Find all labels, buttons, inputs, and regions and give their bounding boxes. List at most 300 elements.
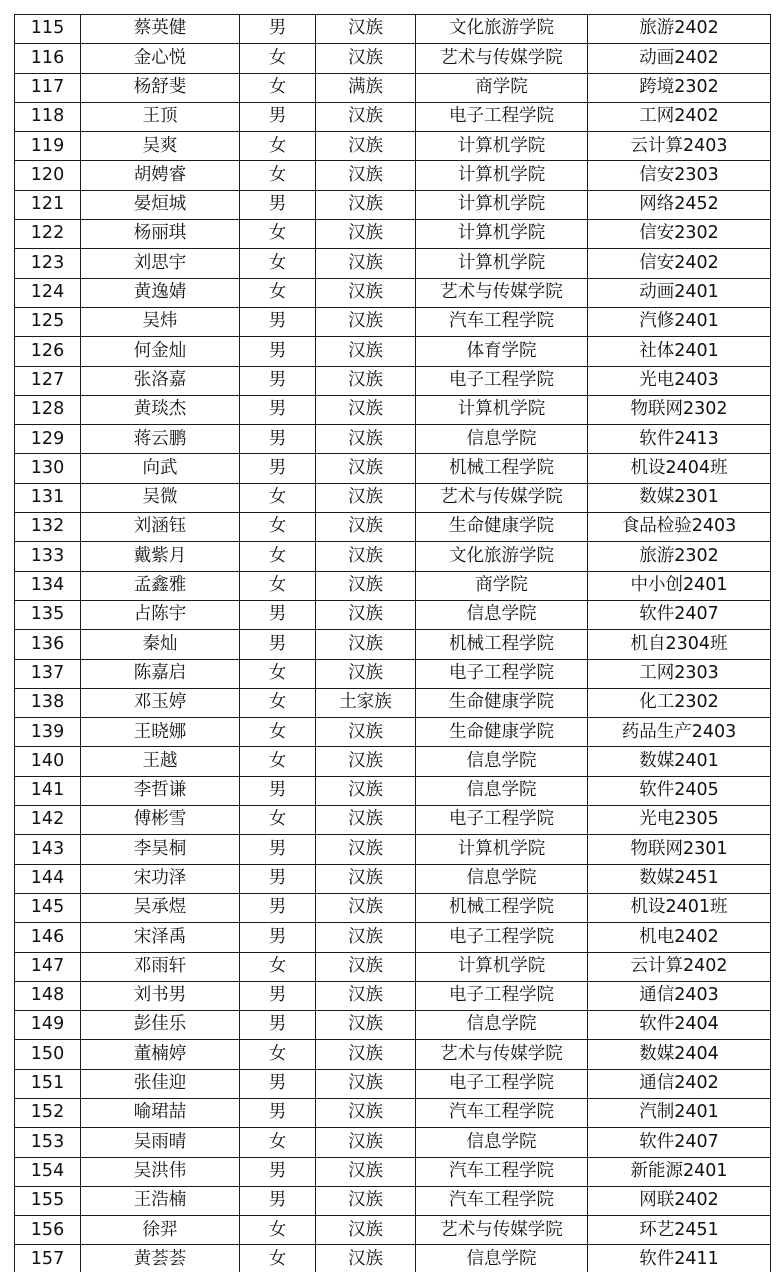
- student-name-cell: 王顶: [81, 102, 240, 131]
- student-name-cell: 黄逸婧: [81, 278, 240, 307]
- gender-cell: 女: [240, 161, 316, 190]
- table-row: [15, 776, 771, 805]
- table-row: [15, 102, 771, 131]
- student-name-cell: 邓雨轩: [81, 952, 240, 981]
- gender-cell: 男: [240, 1011, 316, 1040]
- row-number-cell: 133: [15, 542, 81, 571]
- class-cell: 物联网2301: [588, 835, 771, 864]
- row-number-cell: 129: [15, 425, 81, 454]
- student-name-cell: 李哲谦: [81, 776, 240, 805]
- student-name-cell: 宋泽禹: [81, 923, 240, 952]
- student-name-cell: 刘书男: [81, 981, 240, 1010]
- row-number-cell: 118: [15, 102, 81, 131]
- ethnicity-cell: 汉族: [316, 307, 416, 336]
- class-cell: 动画2401: [588, 278, 771, 307]
- ethnicity-cell: 汉族: [316, 1157, 416, 1186]
- class-cell: 软件2404: [588, 1011, 771, 1040]
- college-cell: 计算机学院: [416, 190, 588, 219]
- ethnicity-cell: 汉族: [316, 776, 416, 805]
- table-row: [15, 893, 771, 922]
- table-row: [15, 718, 771, 747]
- table-row: [15, 923, 771, 952]
- ethnicity-cell: 汉族: [316, 366, 416, 395]
- college-cell: 电子工程学院: [416, 923, 588, 952]
- row-number-cell: 155: [15, 1186, 81, 1215]
- ethnicity-cell: 汉族: [316, 893, 416, 922]
- table-row: [15, 1157, 771, 1186]
- table-row: [15, 952, 771, 981]
- table-row: [15, 835, 771, 864]
- table-row: [15, 864, 771, 893]
- table-row: [15, 161, 771, 190]
- row-number-cell: 134: [15, 571, 81, 600]
- table-row: [15, 425, 771, 454]
- college-cell: 计算机学院: [416, 161, 588, 190]
- class-cell: 云计算2403: [588, 132, 771, 161]
- student-name-cell: 孟鑫雅: [81, 571, 240, 600]
- college-cell: 机械工程学院: [416, 630, 588, 659]
- gender-cell: 女: [240, 542, 316, 571]
- class-cell: 光电2305: [588, 806, 771, 835]
- student-name-cell: 刘思宇: [81, 249, 240, 278]
- row-number-cell: 150: [15, 1040, 81, 1069]
- gender-cell: 女: [240, 659, 316, 688]
- gender-cell: 男: [240, 425, 316, 454]
- ethnicity-cell: 汉族: [316, 1098, 416, 1127]
- gender-cell: 男: [240, 1098, 316, 1127]
- college-cell: 信息学院: [416, 776, 588, 805]
- class-cell: 机设2401班: [588, 893, 771, 922]
- college-cell: 艺术与传媒学院: [416, 483, 588, 512]
- row-number-cell: 138: [15, 688, 81, 717]
- row-number-cell: 149: [15, 1011, 81, 1040]
- ethnicity-cell: 汉族: [316, 571, 416, 600]
- table-row: [15, 190, 771, 219]
- table-row: [15, 981, 771, 1010]
- college-cell: 电子工程学院: [416, 102, 588, 131]
- table-row: [15, 1069, 771, 1098]
- row-number-cell: 121: [15, 190, 81, 219]
- gender-cell: 男: [240, 923, 316, 952]
- student-name-cell: 吴雨晴: [81, 1128, 240, 1157]
- table-row: [15, 1128, 771, 1157]
- student-name-cell: 吴洪伟: [81, 1157, 240, 1186]
- table-row: [15, 337, 771, 366]
- ethnicity-cell: 汉族: [316, 718, 416, 747]
- gender-cell: 男: [240, 835, 316, 864]
- class-cell: 旅游2402: [588, 15, 771, 44]
- row-number-cell: 130: [15, 454, 81, 483]
- gender-cell: 男: [240, 864, 316, 893]
- gender-cell: 女: [240, 1128, 316, 1157]
- gender-cell: 女: [240, 571, 316, 600]
- college-cell: 计算机学院: [416, 132, 588, 161]
- ethnicity-cell: 汉族: [316, 483, 416, 512]
- class-cell: 中小创2401: [588, 571, 771, 600]
- table-row: [15, 513, 771, 542]
- ethnicity-cell: 汉族: [316, 1186, 416, 1215]
- college-cell: 艺术与传媒学院: [416, 1216, 588, 1245]
- class-cell: 环艺2451: [588, 1216, 771, 1245]
- table-row: [15, 747, 771, 776]
- student-name-cell: 刘涵钰: [81, 513, 240, 542]
- college-cell: 汽车工程学院: [416, 307, 588, 336]
- college-cell: 艺术与传媒学院: [416, 278, 588, 307]
- row-number-cell: 152: [15, 1098, 81, 1127]
- row-number-cell: 145: [15, 893, 81, 922]
- ethnicity-cell: 汉族: [316, 132, 416, 161]
- row-number-cell: 148: [15, 981, 81, 1010]
- ethnicity-cell: 汉族: [316, 220, 416, 249]
- ethnicity-cell: 汉族: [316, 864, 416, 893]
- row-number-cell: 126: [15, 337, 81, 366]
- college-cell: 电子工程学院: [416, 981, 588, 1010]
- row-number-cell: 151: [15, 1069, 81, 1098]
- class-cell: 信安2402: [588, 249, 771, 278]
- college-cell: 信息学院: [416, 425, 588, 454]
- student-name-cell: 彭佳乐: [81, 1011, 240, 1040]
- row-number-cell: 146: [15, 923, 81, 952]
- college-cell: 文化旅游学院: [416, 542, 588, 571]
- class-cell: 机电2402: [588, 923, 771, 952]
- ethnicity-cell: 汉族: [316, 278, 416, 307]
- ethnicity-cell: 汉族: [316, 44, 416, 73]
- class-cell: 机设2404班: [588, 454, 771, 483]
- student-name-cell: 黄琰杰: [81, 395, 240, 424]
- student-roster-table: [14, 14, 771, 1275]
- student-name-cell: 李昊桐: [81, 835, 240, 864]
- gender-cell: 女: [240, 249, 316, 278]
- gender-cell: 女: [240, 483, 316, 512]
- college-cell: 生命健康学院: [416, 688, 588, 717]
- class-cell: 数媒2404: [588, 1040, 771, 1069]
- table-row: [15, 542, 771, 571]
- ethnicity-cell: 汉族: [316, 190, 416, 219]
- college-cell: 商学院: [416, 571, 588, 600]
- class-cell: 数媒2451: [588, 864, 771, 893]
- college-cell: 信息学院: [416, 600, 588, 629]
- table-row: [15, 630, 771, 659]
- roster-table-body: [15, 15, 771, 1275]
- table-row: [15, 1216, 771, 1245]
- student-name-cell: 蔡英健: [81, 15, 240, 44]
- ethnicity-cell: 汉族: [316, 835, 416, 864]
- student-name-cell: 王浩楠: [81, 1186, 240, 1215]
- table-row: [15, 454, 771, 483]
- class-cell: 光电2403: [588, 366, 771, 395]
- gender-cell: 男: [240, 337, 316, 366]
- class-cell: 通信2402: [588, 1069, 771, 1098]
- page-bottom-margin: [0, 1272, 780, 1286]
- ethnicity-cell: 汉族: [316, 600, 416, 629]
- gender-cell: 女: [240, 1040, 316, 1069]
- table-row: [15, 366, 771, 395]
- gender-cell: 男: [240, 307, 316, 336]
- class-cell: 社体2401: [588, 337, 771, 366]
- student-name-cell: 张佳迎: [81, 1069, 240, 1098]
- student-name-cell: 吴爽: [81, 132, 240, 161]
- gender-cell: 女: [240, 688, 316, 717]
- ethnicity-cell: 汉族: [316, 337, 416, 366]
- table-row: [15, 688, 771, 717]
- gender-cell: 女: [240, 132, 316, 161]
- table-row: [15, 806, 771, 835]
- college-cell: 汽车工程学院: [416, 1186, 588, 1215]
- table-row: [15, 1040, 771, 1069]
- gender-cell: 女: [240, 806, 316, 835]
- gender-cell: 男: [240, 366, 316, 395]
- college-cell: 商学院: [416, 73, 588, 102]
- class-cell: 软件2407: [588, 600, 771, 629]
- row-number-cell: 115: [15, 15, 81, 44]
- row-number-cell: 139: [15, 718, 81, 747]
- college-cell: 信息学院: [416, 1128, 588, 1157]
- table-row: [15, 571, 771, 600]
- student-name-cell: 胡娉睿: [81, 161, 240, 190]
- class-cell: 化工2302: [588, 688, 771, 717]
- student-name-cell: 杨丽琪: [81, 220, 240, 249]
- ethnicity-cell: 汉族: [316, 1069, 416, 1098]
- table-row: [15, 483, 771, 512]
- ethnicity-cell: 汉族: [316, 1040, 416, 1069]
- ethnicity-cell: 汉族: [316, 806, 416, 835]
- table-row: [15, 44, 771, 73]
- college-cell: 生命健康学院: [416, 513, 588, 542]
- row-number-cell: 137: [15, 659, 81, 688]
- class-cell: 汽制2401: [588, 1098, 771, 1127]
- row-number-cell: 135: [15, 600, 81, 629]
- class-cell: 软件2413: [588, 425, 771, 454]
- ethnicity-cell: 汉族: [316, 1128, 416, 1157]
- student-name-cell: 吴炜: [81, 307, 240, 336]
- row-number-cell: 153: [15, 1128, 81, 1157]
- row-number-cell: 124: [15, 278, 81, 307]
- row-number-cell: 120: [15, 161, 81, 190]
- row-number-cell: 144: [15, 864, 81, 893]
- student-name-cell: 吴微: [81, 483, 240, 512]
- gender-cell: 男: [240, 190, 316, 219]
- row-number-cell: 123: [15, 249, 81, 278]
- ethnicity-cell: 汉族: [316, 1245, 416, 1274]
- gender-cell: 男: [240, 395, 316, 424]
- class-cell: 信安2302: [588, 220, 771, 249]
- college-cell: 文化旅游学院: [416, 15, 588, 44]
- table-row: [15, 1186, 771, 1215]
- student-name-cell: 黄荟荟: [81, 1245, 240, 1274]
- row-number-cell: 157: [15, 1245, 81, 1274]
- gender-cell: 女: [240, 513, 316, 542]
- college-cell: 计算机学院: [416, 395, 588, 424]
- row-number-cell: 143: [15, 835, 81, 864]
- row-number-cell: 116: [15, 44, 81, 73]
- student-name-cell: 张洛嘉: [81, 366, 240, 395]
- gender-cell: 男: [240, 630, 316, 659]
- row-number-cell: 136: [15, 630, 81, 659]
- ethnicity-cell: 汉族: [316, 952, 416, 981]
- class-cell: 物联网2302: [588, 395, 771, 424]
- college-cell: 艺术与传媒学院: [416, 1040, 588, 1069]
- college-cell: 信息学院: [416, 864, 588, 893]
- college-cell: 计算机学院: [416, 249, 588, 278]
- class-cell: 数媒2301: [588, 483, 771, 512]
- row-number-cell: 142: [15, 806, 81, 835]
- table-row: [15, 220, 771, 249]
- student-name-cell: 吴承煜: [81, 893, 240, 922]
- student-name-cell: 占陈宇: [81, 600, 240, 629]
- class-cell: 通信2403: [588, 981, 771, 1010]
- ethnicity-cell: 汉族: [316, 425, 416, 454]
- student-name-cell: 陈嘉启: [81, 659, 240, 688]
- college-cell: 计算机学院: [416, 835, 588, 864]
- student-name-cell: 秦灿: [81, 630, 240, 659]
- college-cell: 电子工程学院: [416, 366, 588, 395]
- class-cell: 药品生产2403: [588, 718, 771, 747]
- table-row: [15, 73, 771, 102]
- gender-cell: 女: [240, 1216, 316, 1245]
- college-cell: 电子工程学院: [416, 1069, 588, 1098]
- student-name-cell: 喻珺喆: [81, 1098, 240, 1127]
- row-number-cell: 141: [15, 776, 81, 805]
- class-cell: 新能源2401: [588, 1157, 771, 1186]
- row-number-cell: 132: [15, 513, 81, 542]
- row-number-cell: 156: [15, 1216, 81, 1245]
- college-cell: 信息学院: [416, 1245, 588, 1274]
- row-number-cell: 154: [15, 1157, 81, 1186]
- gender-cell: 女: [240, 220, 316, 249]
- ethnicity-cell: 汉族: [316, 15, 416, 44]
- roster-sheet: [14, 14, 770, 1275]
- row-number-cell: 127: [15, 366, 81, 395]
- student-name-cell: 邓玉婷: [81, 688, 240, 717]
- student-name-cell: 宋功泽: [81, 864, 240, 893]
- row-number-cell: 131: [15, 483, 81, 512]
- ethnicity-cell: 汉族: [316, 923, 416, 952]
- class-cell: 工网2402: [588, 102, 771, 131]
- student-name-cell: 蒋云鹏: [81, 425, 240, 454]
- student-name-cell: 王越: [81, 747, 240, 776]
- gender-cell: 女: [240, 747, 316, 776]
- gender-cell: 男: [240, 981, 316, 1010]
- gender-cell: 男: [240, 102, 316, 131]
- table-row: [15, 600, 771, 629]
- college-cell: 信息学院: [416, 747, 588, 776]
- student-name-cell: 金心悦: [81, 44, 240, 73]
- ethnicity-cell: 汉族: [316, 102, 416, 131]
- class-cell: 跨境2302: [588, 73, 771, 102]
- student-name-cell: 杨舒斐: [81, 73, 240, 102]
- row-number-cell: 122: [15, 220, 81, 249]
- ethnicity-cell: 汉族: [316, 747, 416, 776]
- college-cell: 计算机学院: [416, 952, 588, 981]
- student-name-cell: 何金灿: [81, 337, 240, 366]
- ethnicity-cell: 汉族: [316, 630, 416, 659]
- college-cell: 电子工程学院: [416, 806, 588, 835]
- table-row: [15, 395, 771, 424]
- class-cell: 汽修2401: [588, 307, 771, 336]
- table-row: [15, 307, 771, 336]
- gender-cell: 男: [240, 15, 316, 44]
- class-cell: 数媒2401: [588, 747, 771, 776]
- college-cell: 机械工程学院: [416, 893, 588, 922]
- table-row: [15, 1011, 771, 1040]
- ethnicity-cell: 汉族: [316, 513, 416, 542]
- row-number-cell: 125: [15, 307, 81, 336]
- table-row: [15, 659, 771, 688]
- table-row: [15, 249, 771, 278]
- gender-cell: 男: [240, 1157, 316, 1186]
- college-cell: 汽车工程学院: [416, 1098, 588, 1127]
- college-cell: 体育学院: [416, 337, 588, 366]
- ethnicity-cell: 满族: [316, 73, 416, 102]
- gender-cell: 女: [240, 278, 316, 307]
- gender-cell: 男: [240, 600, 316, 629]
- college-cell: 机械工程学院: [416, 454, 588, 483]
- class-cell: 网络2452: [588, 190, 771, 219]
- gender-cell: 女: [240, 952, 316, 981]
- class-cell: 食品检验2403: [588, 513, 771, 542]
- college-cell: 电子工程学院: [416, 659, 588, 688]
- gender-cell: 女: [240, 718, 316, 747]
- ethnicity-cell: 汉族: [316, 1216, 416, 1245]
- class-cell: 工网2303: [588, 659, 771, 688]
- table-row: [15, 278, 771, 307]
- ethnicity-cell: 汉族: [316, 659, 416, 688]
- gender-cell: 男: [240, 1186, 316, 1215]
- gender-cell: 男: [240, 776, 316, 805]
- row-number-cell: 140: [15, 747, 81, 776]
- gender-cell: 男: [240, 454, 316, 483]
- student-name-cell: 戴紫月: [81, 542, 240, 571]
- table-row: [15, 15, 771, 44]
- ethnicity-cell: 汉族: [316, 454, 416, 483]
- class-cell: 动画2402: [588, 44, 771, 73]
- college-cell: 计算机学院: [416, 220, 588, 249]
- class-cell: 旅游2302: [588, 542, 771, 571]
- gender-cell: 女: [240, 73, 316, 102]
- ethnicity-cell: 土家族: [316, 688, 416, 717]
- class-cell: 信安2303: [588, 161, 771, 190]
- class-cell: 软件2405: [588, 776, 771, 805]
- gender-cell: 女: [240, 1245, 316, 1274]
- ethnicity-cell: 汉族: [316, 161, 416, 190]
- college-cell: 汽车工程学院: [416, 1157, 588, 1186]
- student-name-cell: 董楠婷: [81, 1040, 240, 1069]
- class-cell: 机自2304班: [588, 630, 771, 659]
- student-name-cell: 傅彬雪: [81, 806, 240, 835]
- table-row: [15, 1098, 771, 1127]
- student-name-cell: 晏烜城: [81, 190, 240, 219]
- row-number-cell: 147: [15, 952, 81, 981]
- row-number-cell: 117: [15, 73, 81, 102]
- student-name-cell: 向武: [81, 454, 240, 483]
- class-cell: 软件2407: [588, 1128, 771, 1157]
- table-row: [15, 132, 771, 161]
- ethnicity-cell: 汉族: [316, 1011, 416, 1040]
- class-cell: 软件2411: [588, 1245, 771, 1274]
- ethnicity-cell: 汉族: [316, 395, 416, 424]
- ethnicity-cell: 汉族: [316, 981, 416, 1010]
- student-name-cell: 徐羿: [81, 1216, 240, 1245]
- college-cell: 艺术与传媒学院: [416, 44, 588, 73]
- ethnicity-cell: 汉族: [316, 542, 416, 571]
- class-cell: 云计算2402: [588, 952, 771, 981]
- student-name-cell: 王晓娜: [81, 718, 240, 747]
- gender-cell: 男: [240, 1069, 316, 1098]
- row-number-cell: 119: [15, 132, 81, 161]
- gender-cell: 男: [240, 893, 316, 922]
- college-cell: 生命健康学院: [416, 718, 588, 747]
- table-row: [15, 1245, 771, 1274]
